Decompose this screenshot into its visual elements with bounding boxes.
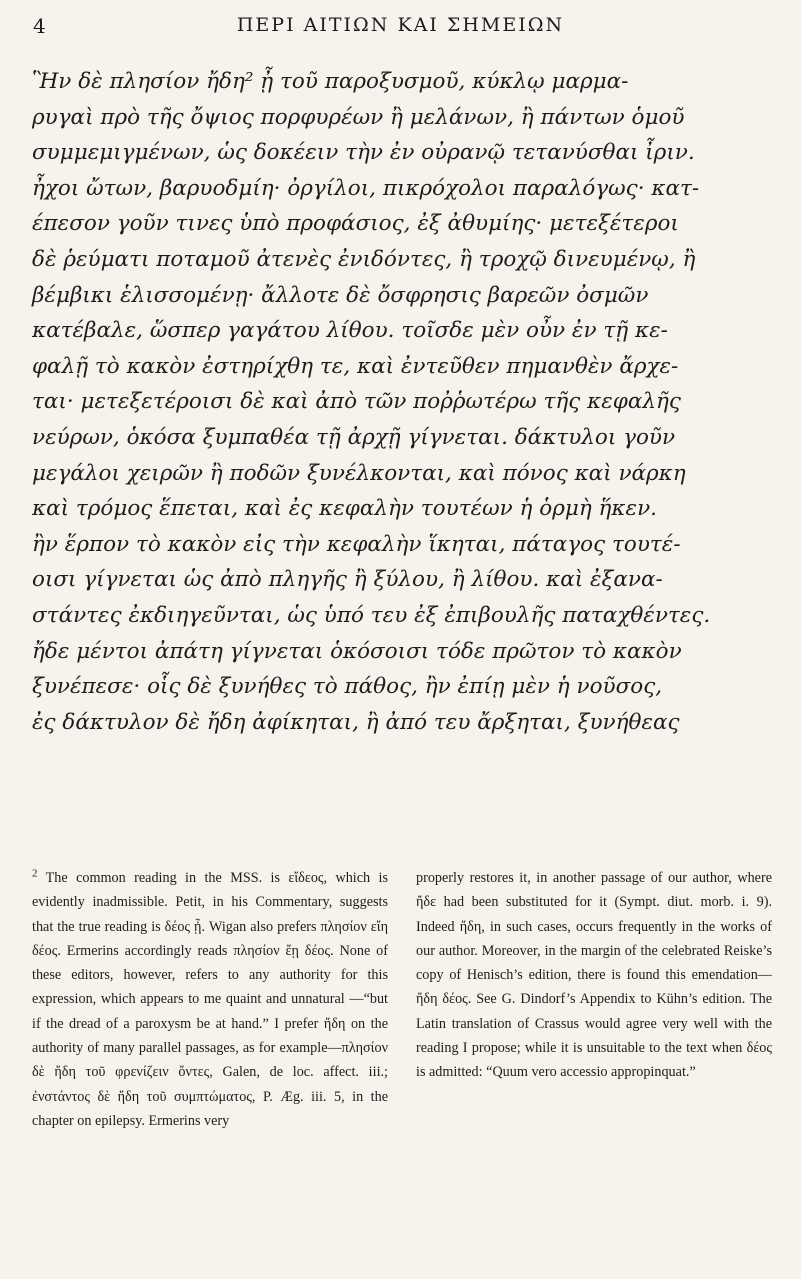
text-line: δὲ ῥεύματι ποταμοῦ ἀτενὲς ἐνιδόντες, ἢ τροχῷ δινευμένῳ, ἢ <box>32 246 696 272</box>
text-line: έπεσον γοῦν τινες ὑπὸ προφάσιος, ἐξ ἀθυμίης· μετεξέτεροι <box>32 211 679 237</box>
footnote-text-left: The common reading in the MSS. is εἴδεος, which is evidently inadmissible. Petit, in his Commentary, suggests that the true reading is δέος ᾖ. Wigan also prefers πλησίον εἴη δέος. Ermerins accordingly reads πλησίον ἔῃ δέος. None of these editors, however, refers to any authority for this expression, which appears to me quaint and unnatural —“but if the dread of a paroxysm be at hand.” I prefer ἤδη on the authority of many parallel passages, as for example—πλησίον δὲ ἤδη τοῦ φρενίζειν ὄντες, Galen, de loc. affect. iii.; ἐνστάντος δὲ ἤδη τοῦ συμπτώματος, P. Æg. iii. 5, in the chapter on epilepsy. Ermerins very <box>32 870 388 1129</box>
page-number: 4 <box>33 14 46 38</box>
text-line: ἦχοι ὤτων, βαρυοδμίη· ὀργίλοι, πικρόχολοι παραλόγως· κατ- <box>32 175 700 201</box>
text-line: νεύρων, ὁκόσα ξυμπαθέα τῇ ἀρχῇ γίγνεται. δάκτυλοι γοῦν <box>32 424 676 450</box>
text-line: φαλῇ τὸ κακὸν ἐστηρίχθη τε, καὶ ἐντεῦθεν πημανθὲν ἄρχε- <box>32 353 679 379</box>
footnote-marker: 2 <box>32 867 38 880</box>
text-line: ἐς δάκτυλον δὲ ἤδη ἀφίκηται, ἢ ἀπό τευ ἄρξηται, ξυνήθεας <box>32 709 680 735</box>
text-line: ἤδε μέντοι ἀπάτη γίγνεται ὁκόσοισι τόδε πρῶτον τὸ κακὸν <box>32 638 682 664</box>
main-greek-text <box>32 64 772 740</box>
text-line: ται· μετεξετέροισι δὲ καὶ ἀπὸ τῶν ποῤῥωτέρω τῆς κεφαλῆς <box>32 389 681 415</box>
text-line: καὶ τρόμος ἕπεται, καὶ ἐς κεφαλὴν τουτέων ἡ ὁρμὴ ἥκεν. <box>32 496 657 522</box>
footnote-left-column <box>32 866 388 1133</box>
text-line: ἢν ἕρπον τὸ κακὸν εἰς τὴν κεφαλὴν ἵκηται, πάταγος τουτέ- <box>32 531 681 557</box>
text-line: Ἣν δὲ πλησίον ἤδη² ᾖ τοῦ παροξυσμοῦ, κύκλῳ μαρμα- <box>32 69 629 94</box>
footnote-text-right: properly restores it, in another passage of our author, where ἤδε had been substituted for it (Sympt. diut. morb. i. 9). Indeed ἤδη, in such cases, occurs frequently in the works of our author. Moreover, in the margin of the celebrated Reiske’s copy of Henisch’s edition, there is found this emendation—ἤδη δέος. See G. Dindorf’s Appendix to Kühn’s edition. The Latin translation of Crassus would agree very well with the reading I propose; while it is unsuitable to the text when δέος is admitted: “Quum vero accessio appropinquat.” <box>416 870 772 1081</box>
text-line: μεγάλοι χειρῶν ἢ ποδῶν ξυνέλκονται, καὶ πόνος καὶ νάρκη <box>32 460 686 486</box>
text-line: βέμβικι ἑλισσομένῃ· ἄλλοτε δὲ ὄσφρησις βαρεῶν ὀσμῶν <box>32 282 649 308</box>
text-line: κατέβαλε, ὥσπερ γαγάτου λίθου. τοῖσδε μὲν οὖν ἐν τῇ κε- <box>32 318 668 344</box>
text-line: συμμεμιγμένων, ὡς δοκέειν τὴν ἐν οὐρανῷ τετανύσθαι ἶριν. <box>32 140 695 166</box>
running-title: ΠΕΡΙ ΑΙΤΙΩΝ ΚΑΙ ΣΗΜΕΙΩΝ <box>236 14 565 36</box>
text-line: στάντες ἐκδιηγεῦνται, ὡς ὑπό τευ ἐξ ἐπιβουλῆς παταχθέντες. <box>32 602 711 628</box>
footnote-right-column <box>416 866 772 1133</box>
text-line: ρυγαὶ πρὸ τῆς ὄψιος πορφυρέων ἢ μελάνων, ἢ πάντων ὁμοῦ <box>32 104 685 130</box>
text-line: οισι γίγνεται ὡς ἀπὸ πληγῆς ἢ ξύλου, ἢ λίθου. καὶ ἐξανα- <box>32 567 663 593</box>
text-line: ξυνέπεσε· οἷς δὲ ξυνήθες τὸ πάθος, ἢν ἐπίῃ μὲν ἡ νοῦσος, <box>32 674 663 700</box>
footnote-block <box>32 866 772 1133</box>
